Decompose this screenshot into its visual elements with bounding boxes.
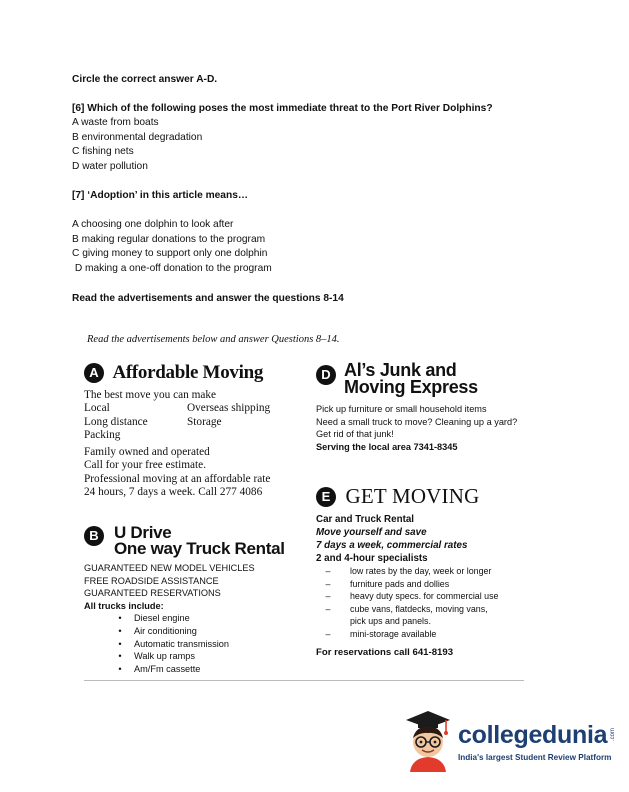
- option[interactable]: C fishing nets: [72, 146, 134, 158]
- ad-b-includes: [106, 612, 285, 675]
- question-6-prompt: [6] Which of the following poses the most immediate threat to the Port River Dolphins?: [72, 103, 493, 114]
- ad-e-footer: For reservations call 641-8193: [316, 646, 454, 658]
- feature: mini-storage available: [350, 628, 437, 639]
- ad-e-headline: Move yourself and save: [316, 527, 427, 538]
- ad-d-title: Al’s Junk and: [344, 360, 457, 380]
- dash: –: [325, 591, 331, 602]
- option[interactable]: A choosing one dolphin to look after: [72, 219, 234, 230]
- dash: –: [325, 578, 331, 589]
- bullet: •: [118, 651, 122, 662]
- brand-tld: .com: [610, 727, 617, 741]
- question-7-prompt: [7] ‘Adoption’ in this article means…: [72, 190, 249, 201]
- bullet: •: [118, 625, 122, 636]
- include-item: Automatic transmission: [134, 638, 229, 649]
- ad-e: [316, 484, 498, 659]
- ad-d-line: Need a small truck to move? Cleaning up a yard?: [316, 416, 518, 427]
- include-item: Walk up ramps: [134, 651, 195, 662]
- ad-a-title: Affordable Moving: [112, 362, 264, 383]
- feature: furniture pads and dollies: [350, 578, 450, 589]
- service: Overseas shipping: [187, 402, 271, 415]
- option[interactable]: B environmental degradation: [72, 131, 203, 143]
- ad-e-headline: 7 days a week, commercial rates: [316, 540, 468, 551]
- dash: –: [325, 628, 331, 639]
- feature: cube vans, flatdecks, moving vans,: [350, 603, 488, 614]
- ad-a-subtitle: The best move you can make: [84, 389, 217, 401]
- adverts-intro: Read the advertisements below and answer Questions 8–14.: [87, 334, 340, 345]
- ad-d-subtitle: Moving Express: [344, 377, 478, 397]
- ad-d: [316, 362, 517, 453]
- service: Storage: [187, 415, 222, 428]
- ad-a-line: Professional moving at an affordable rate: [84, 472, 271, 485]
- ad-b-badge: B: [84, 526, 104, 546]
- ad-b: [84, 525, 285, 675]
- ad-a: [84, 362, 270, 499]
- ad-d-line: Get rid of that junk!: [316, 429, 394, 440]
- ad-b-line: GUARANTEED RESERVATIONS: [84, 588, 221, 599]
- divider: [84, 680, 524, 681]
- ad-d-line: Pick up furniture or small household items: [316, 404, 487, 414]
- ad-e-badge: E: [316, 487, 336, 507]
- bullet: •: [118, 613, 122, 624]
- service: Packing: [84, 428, 121, 441]
- feature-continuation: pick ups and panels.: [350, 616, 431, 627]
- bullet: •: [118, 663, 122, 674]
- question-6-options: [72, 116, 202, 174]
- ad-b-subtitle: One way Truck Rental: [114, 539, 285, 558]
- service: Long distance: [84, 415, 148, 428]
- question-7-options: [72, 218, 272, 276]
- include-item: Air conditioning: [134, 625, 197, 636]
- ad-b-includes-label: All trucks include:: [84, 600, 164, 611]
- ad-e-features: [316, 565, 498, 641]
- ad-e-headline: Car and Truck Rental: [316, 514, 414, 525]
- dash: –: [325, 603, 331, 614]
- option[interactable]: D water pollution: [72, 160, 148, 172]
- ad-a-line: Call for your free estimate.: [84, 459, 207, 472]
- dash: –: [325, 566, 331, 576]
- option[interactable]: C giving money to support only one dolphin: [72, 248, 268, 260]
- ad-a-line: Family owned and operated: [84, 446, 210, 459]
- service: Local: [84, 402, 110, 415]
- ad-a-phone: 24 hours, 7 days a week. Call 277 4086: [84, 486, 263, 499]
- brand-name: collegedunia: [458, 721, 608, 749]
- ad-a-badge: A: [84, 363, 104, 383]
- brand-tagline: India's largest Student Review Platform: [458, 753, 612, 762]
- ad-d-footer: Serving the local area 7341-8345: [316, 441, 458, 452]
- feature: low rates by the day, week or longer: [350, 566, 492, 576]
- include-item: Am/Fm cassette: [134, 663, 201, 674]
- ad-e-headline: 2 and 4-hour specialists: [316, 553, 428, 564]
- option[interactable]: A waste from boats: [72, 117, 159, 128]
- ad-a-services: [84, 402, 270, 442]
- feature: heavy duty specs. for commercial use: [350, 591, 499, 602]
- include-item: Diesel engine: [134, 613, 190, 624]
- bullet: •: [118, 638, 122, 649]
- option[interactable]: D making a one-off donation to the program: [72, 262, 272, 274]
- section-instruction: Read the advertisements and answer the questions 8-14: [72, 293, 344, 304]
- brand-wordmark: [458, 721, 629, 750]
- mascot-icon: [400, 708, 456, 772]
- ad-e-title: GET MOVING: [345, 484, 480, 508]
- ad-d-badge: D: [316, 365, 336, 385]
- ad-b-line: GUARANTEED NEW MODEL VEHICLES: [84, 563, 255, 573]
- instruction: Circle the correct answer A-D.: [72, 74, 218, 85]
- option[interactable]: B making regular donations to the program: [72, 233, 266, 245]
- ad-b-title: U Drive: [114, 523, 172, 542]
- ad-b-line: FREE ROADSIDE ASSISTANCE: [84, 575, 219, 586]
